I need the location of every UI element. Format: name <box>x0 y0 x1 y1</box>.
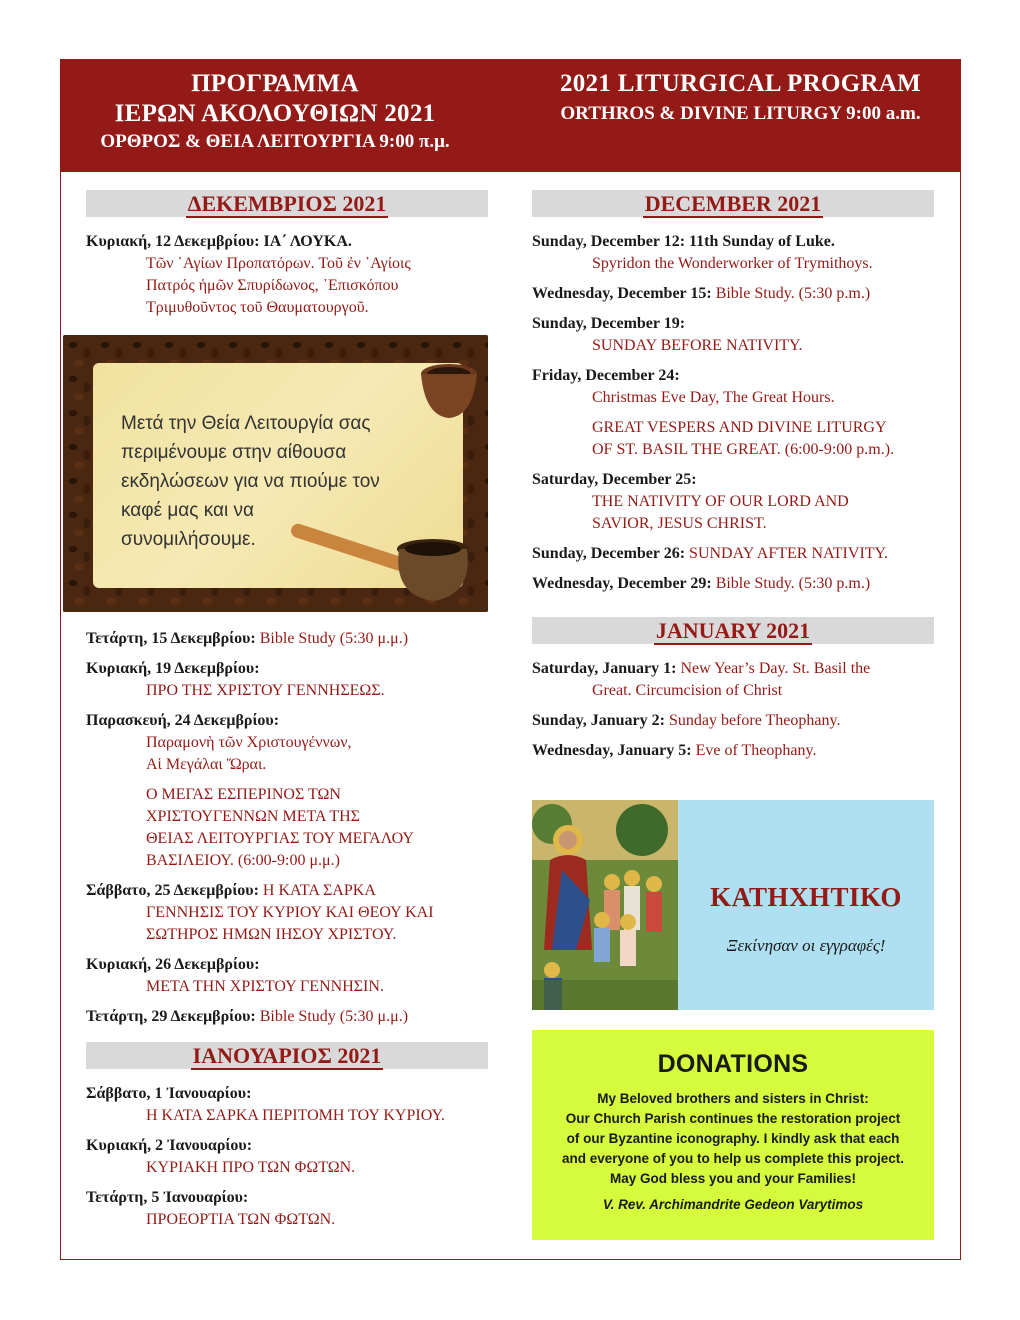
donations-line: Our Church Parish continues the restoration project <box>565 1111 901 1126</box>
english-entry-jan-2 <box>532 710 934 732</box>
greek-title-line-2: ΙΕΡΩΝ ΑΚΟΛΟΥΘΙΩΝ 2021 <box>114 100 436 127</box>
donations-line: and everyone of you to help us complete this project. <box>561 1151 905 1166</box>
entry-line: ΠΡΟΕΟΡΤΙΑ ΤΩΝ ΦΩΤΩΝ. <box>146 1211 336 1228</box>
entry-date-label: Sunday, December 12: 11th Sunday of Luke. <box>532 233 835 250</box>
entry-line: ΚΥΡΙΑΚΗ ΠΡΟ ΤΩΝ ΦΩΤΩΝ. <box>146 1159 356 1176</box>
entry-date-label: Friday, December 24: <box>532 367 680 384</box>
greek-entry-dec-29 <box>86 1006 488 1028</box>
entry-line: SAVIOR, JESUS CHRIST. <box>592 515 767 532</box>
english-entry-dec-15 <box>532 283 934 305</box>
greek-column-continued <box>86 628 488 1231</box>
greek-entry-jan-5 <box>86 1187 488 1231</box>
entry-line: ΓΕΝΝΗΣΙΣ ΤΟΥ ΚΥΡΙΟΥ ΚΑΙ ΘΕΟΥ ΚΑΙ <box>146 904 434 921</box>
english-entry-dec-29 <box>532 573 934 595</box>
entry-date-label: Saturday, January 1: <box>532 660 681 677</box>
entry-line: GREAT VESPERS AND DIVINE LITURGY <box>592 419 887 436</box>
entry-line: Τῶν ῾Αγίων Προπατόρων. Τοῦ ἐν ῾Αγίοις <box>146 255 411 272</box>
greek-entry-dec-26 <box>86 954 488 998</box>
english-subtitle: ORTHROS & DIVINE LITURGY 9:00 a.m. <box>560 103 921 124</box>
entry-date-label: Κυριακή, 2 Ἰανουαρίου: <box>86 1137 253 1154</box>
entry-line: Τριμυθοῦντος τοῦ Θαυματουργοῦ. <box>146 299 369 316</box>
donations-message <box>532 1089 934 1189</box>
entry-date-label: Τετάρτη, 5 Ἰανουαρίου: <box>86 1189 249 1206</box>
entry-value: Bible Study. (5:30 p.m.) <box>715 575 871 592</box>
donations-box <box>532 1030 934 1240</box>
entry-line: ΜΕΤΑ ΤΗΝ ΧΡΙΣΤΟΥ ΓΕΝΝΗΣΙΝ. <box>146 978 384 995</box>
entry-date-label: Τετάρτη, 29 Δεκεμβρίου: <box>86 1008 260 1025</box>
entry-date-label: Sunday, January 2: <box>532 712 669 729</box>
entry-value: Bible Study (5:30 μ.μ.) <box>259 630 409 647</box>
english-entry-dec-26 <box>532 543 934 565</box>
entry-line: OF ST. BASIL THE GREAT. (6:00-9:00 p.m.). <box>592 441 895 458</box>
entry-date-label: Κυριακή, 19 Δεκεμβρίου: <box>86 660 260 677</box>
entry-date-label: Σάββατο, 25 Δεκεμβρίου: <box>86 882 263 899</box>
donations-line: of our Byzantine iconography. I kindly ask that each <box>566 1131 900 1146</box>
entry-value: Bible Study. (5:30 p.m.) <box>715 285 871 302</box>
entry-line: Ο ΜΕΓΑΣ ΕΣΠΕΡΙΝΟΣ ΤΩΝ <box>146 786 341 803</box>
entry-value: Bible Study (5:30 μ.μ.) <box>259 1008 409 1025</box>
english-december-heading: DECEMBER 2021 <box>532 190 934 217</box>
greek-entry-jan-2 <box>86 1135 488 1179</box>
entry-date-label: Wednesday, January 5: <box>532 742 696 759</box>
greek-entry-jan-1 <box>86 1083 488 1127</box>
english-january-heading: JANUARY 2021 <box>532 617 934 644</box>
greek-title-line-1: ΠΡΟΓΡΑΜΜΑ <box>191 70 359 97</box>
english-entry-jan-1 <box>532 658 934 702</box>
english-entry-dec-24 <box>532 365 934 461</box>
entry-line: THE NATIVITY OF OUR LORD AND <box>592 493 849 510</box>
entry-line: ΘΕΙΑΣ ΛΕΙΤΟΥΡΓΙΑΣ ΤΟΥ ΜΕΓΑΛΟΥ <box>146 830 414 847</box>
english-header <box>520 69 961 127</box>
entry-line: Christmas Eve Day, The Great Hours. <box>592 389 835 406</box>
entry-line: ΣΩΤΗΡΟΣ ΗΜΩΝ ΙΗΣΟΥ ΧΡΙΣΤΟΥ. <box>146 926 397 943</box>
catechism-subtitle: Ξεκίνησαν οι εγγραφές! <box>726 936 886 955</box>
entry-line: Great. Circumcision of Christ <box>592 682 783 699</box>
entry-line: Αἱ Μεγάλαι Ὥραι. <box>146 756 267 773</box>
entry-date-label: Κυριακή, 26 Δεκεμβρίου: <box>86 956 260 973</box>
english-entry-dec-12 <box>532 231 934 275</box>
entry-line: SUNDAY BEFORE NATIVITY. <box>592 337 803 354</box>
entry-value: SUNDAY AFTER NATIVITY. <box>689 545 889 562</box>
donations-line: May God bless you and your Families! <box>609 1171 857 1186</box>
header-banner <box>60 59 961 172</box>
greek-entry-dec-24 <box>86 710 488 872</box>
greek-entry-dec-25 <box>86 880 488 946</box>
greek-column <box>86 190 488 319</box>
greek-entry-dec-19 <box>86 658 488 702</box>
greek-subtitle: ΟΡΘΡΟΣ & ΘΕΙΑ ΛΕΙΤΟΥΡΓΙΑ 9:00 π.μ. <box>100 131 450 152</box>
entry-line: Πατρός ἡμῶν Σπυρίδωνος, ᾿Επισκόπου <box>146 277 399 294</box>
catechism-box <box>532 800 934 1010</box>
entry-value: Sunday before Theophany. <box>668 712 841 729</box>
greek-january-heading: ΙΑΝΟΥΑΡΙΟΣ 2021 <box>86 1042 488 1069</box>
english-column <box>532 190 934 762</box>
entry-date-label: Sunday, December 19: <box>532 315 686 332</box>
english-entry-jan-5 <box>532 740 934 762</box>
entry-date-label: Saturday, December 25: <box>532 471 697 488</box>
coffee-invitation-image <box>63 335 488 612</box>
entry-line: Η ΚΑΤΑ ΣΑΡΚΑ ΠΕΡΙΤΟΜΗ ΤΟΥ ΚΥΡΙΟΥ. <box>146 1107 446 1124</box>
entry-value: Η ΚΑΤΑ ΣΑΡΚΑ <box>262 882 376 899</box>
entry-value: Eve of Theophany. <box>695 742 817 759</box>
entry-date-label: Wednesday, December 29: <box>532 575 716 592</box>
entry-line: ΧΡΙΣΤΟΥΓΕΝΝΩΝ ΜΕΤΑ ΤΗΣ <box>146 808 360 825</box>
entry-line: Παραμονὴ τῶν Χριστουγέννων, <box>146 734 352 751</box>
christ-with-children-icon <box>532 800 678 1010</box>
entry-date-label: Κυριακή, 12 Δεκεμβρίου: <box>86 233 264 250</box>
entry-line: Spyridon the Wonderworker of Trymithoys. <box>592 255 873 272</box>
entry-line: ΒΑΣΙΛΕΙΟΥ. (6:00-9:00 μ.μ.) <box>146 852 340 869</box>
greek-header <box>60 69 490 155</box>
entry-title: ΙΑ΄ ΛΟΥΚΑ. <box>263 233 352 250</box>
donations-signature: V. Rev. Archimandrite Gedeon Varytimos <box>602 1197 864 1212</box>
entry-date-label: Sunday, December 26: <box>532 545 690 562</box>
coffee-invitation-text: Μετά την Θεία Λειτουργία σας περιμένουμε στην αίθουσα εκδηλώσεων για να πιούμε τον καφέ μας και να συνομιλήσουμε. <box>121 413 380 550</box>
entry-value: New Year’s Day. St. Basil the <box>680 660 871 677</box>
entry-date-label: Τετάρτη, 15 Δεκεμβρίου: <box>86 630 260 647</box>
catechism-title: ΚΑΤΗΧΗΤΙΚΟ <box>710 882 902 912</box>
entry-date-label: Παρασκευή, 24 Δεκεμβρίου: <box>86 712 280 729</box>
entry-date-label: Σάββατο, 1 Ἰανουαρίου: <box>86 1085 252 1102</box>
donations-line: My Beloved brothers and sisters in Christ: <box>597 1091 869 1106</box>
english-entry-dec-19 <box>532 313 934 357</box>
english-entry-dec-25 <box>532 469 934 535</box>
entry-date-label: Wednesday, December 15: <box>532 285 716 302</box>
coffee-cup-icon <box>415 360 483 422</box>
english-title: 2021 LITURGICAL PROGRAM <box>559 70 922 97</box>
entry-line: ΠΡΟ ΤΗΣ ΧΡΙΣΤΟΥ ΓΕΝΝΗΣΕΩΣ. <box>146 682 385 699</box>
greek-entry-dec-12 <box>86 231 488 319</box>
greek-december-heading: ΔΕΚΕΜΒΡΙΟΣ 2021 <box>86 190 488 217</box>
donations-title: DONATIONS <box>657 1050 809 1078</box>
greek-entry-dec-15 <box>86 628 488 650</box>
